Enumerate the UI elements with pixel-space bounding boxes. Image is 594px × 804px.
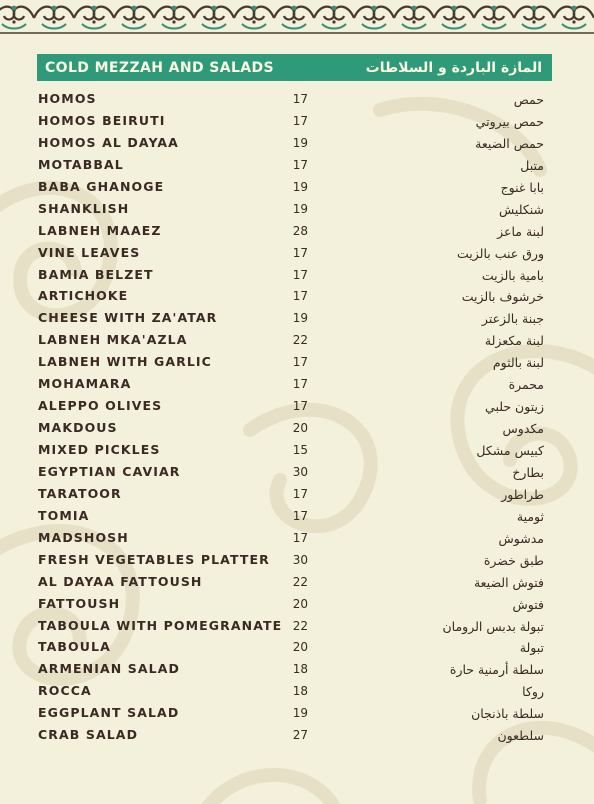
menu-item-price: 17 bbox=[292, 377, 308, 392]
menu-item-name-ar: ثومية bbox=[516, 508, 544, 524]
menu-item-list bbox=[38, 89, 554, 747]
menu-item-name-en: SHANKLISH bbox=[38, 200, 130, 216]
menu-item-name-ar: ورق عنب بالزيت bbox=[457, 245, 544, 261]
menu-item-name-ar: بطارخ bbox=[512, 464, 544, 480]
menu-item-price: 20 bbox=[292, 640, 308, 655]
menu-item bbox=[38, 243, 554, 265]
menu-item-name-en: TARATOOR bbox=[38, 485, 122, 501]
menu-item bbox=[38, 199, 554, 221]
menu-item-name-en: MADSHOSH bbox=[38, 529, 129, 545]
menu-item-name-ar: زيتون حلبي bbox=[485, 399, 544, 415]
menu-item-name-ar: شنكليش bbox=[499, 201, 544, 217]
menu-item-price: 20 bbox=[292, 421, 308, 436]
menu-item-name-en: BABA GHANOGE bbox=[38, 178, 165, 194]
menu-item-name-en: EGYPTIAN CAVIAR bbox=[38, 463, 181, 479]
menu-item bbox=[38, 703, 554, 725]
menu-item bbox=[38, 659, 554, 681]
menu-item-name-ar: بامية بالزيت bbox=[481, 267, 544, 283]
menu-item bbox=[38, 177, 554, 199]
menu-item-price: 22 bbox=[292, 618, 308, 633]
menu-item-price: 30 bbox=[292, 464, 308, 479]
menu-item-name-ar: سلطة باذنجان bbox=[471, 706, 544, 722]
menu-item-name-en: MOTABBAL bbox=[38, 156, 124, 172]
menu-item-name-en: MIXED PICKLES bbox=[38, 442, 161, 457]
menu-item-price: 17 bbox=[292, 289, 308, 304]
menu-item-name-en: HOMOS AL DAYAA bbox=[38, 134, 179, 150]
menu-item-name-en: MOHAMARA bbox=[38, 376, 132, 392]
menu-item-price: 17 bbox=[292, 508, 308, 523]
menu-item-name-ar: بابا غنوج bbox=[500, 179, 544, 195]
menu-item-name-en: MAKDOUS bbox=[38, 420, 118, 436]
ornamental-border bbox=[0, 0, 594, 36]
menu-item-name-en: ARMENIAN SALAD bbox=[38, 661, 180, 677]
menu-item bbox=[38, 616, 554, 638]
menu-item bbox=[38, 286, 554, 308]
menu-item-name-ar: طراطور bbox=[501, 486, 544, 502]
menu-item bbox=[38, 352, 554, 374]
menu-item-name-ar: لبنة بالثوم bbox=[492, 355, 544, 371]
menu-item-name-en: ROCCA bbox=[38, 683, 92, 699]
menu-item bbox=[38, 681, 554, 703]
menu-item bbox=[38, 506, 554, 528]
menu-item-price: 19 bbox=[292, 135, 308, 150]
menu-item-name-en: CRAB SALAD bbox=[38, 727, 139, 743]
menu-item-price: 15 bbox=[292, 443, 308, 457]
menu-item-name-ar: خرشوف بالزيت bbox=[461, 289, 544, 305]
menu-item-price: 19 bbox=[292, 179, 308, 194]
menu-item-name-en: LABNEH WITH GARLIC bbox=[38, 354, 212, 370]
menu-item bbox=[38, 374, 554, 396]
menu-item-name-ar: حمص الضيعة bbox=[475, 135, 544, 151]
menu-item bbox=[38, 637, 554, 659]
menu-item-name-ar: حمص bbox=[513, 92, 544, 107]
menu-item-name-ar: طبق خضرة bbox=[483, 552, 544, 568]
menu-item-price: 22 bbox=[292, 574, 308, 589]
section-header bbox=[37, 54, 552, 81]
menu-item bbox=[38, 221, 554, 243]
menu-item-price: 19 bbox=[292, 201, 308, 216]
menu-item-name-ar: حمص بيروتي bbox=[475, 113, 544, 129]
menu-item-name-en: LABNEH MKA'AZLA bbox=[38, 332, 188, 348]
menu-item bbox=[38, 155, 554, 177]
menu-item-price: 17 bbox=[292, 399, 308, 414]
menu-item bbox=[38, 594, 554, 616]
menu-item-name-en: TOMIA bbox=[38, 507, 90, 523]
menu-item-name-en: HOMOS bbox=[38, 91, 97, 106]
menu-item-price: 17 bbox=[292, 157, 308, 172]
menu-item bbox=[38, 550, 554, 572]
menu-item-price: 28 bbox=[292, 223, 308, 238]
menu-item-name-ar: تبولة bbox=[519, 640, 544, 656]
menu-item-name-en: VINE LEAVES bbox=[38, 244, 141, 260]
section-title-en: COLD MEZZAH AND SALADS bbox=[45, 59, 275, 76]
menu-item-price: 17 bbox=[292, 486, 308, 501]
menu-item bbox=[38, 396, 554, 418]
menu-item-price: 18 bbox=[292, 662, 308, 677]
menu-item-name-ar: محمرة bbox=[508, 377, 544, 393]
menu-item bbox=[38, 330, 554, 352]
menu-item bbox=[38, 572, 554, 594]
menu-item-price: 17 bbox=[292, 245, 308, 260]
menu-item bbox=[38, 725, 554, 747]
menu-item bbox=[38, 440, 554, 462]
menu-item-name-en: EGGPLANT SALAD bbox=[38, 705, 180, 721]
menu-item-name-ar: مكدوس bbox=[502, 421, 544, 437]
menu-item-price: 30 bbox=[292, 552, 308, 567]
menu-item-name-ar: لبنة مكعزلة bbox=[484, 333, 544, 349]
menu-item bbox=[38, 308, 554, 330]
menu-item-name-ar: فتوش bbox=[512, 596, 544, 612]
menu-item-price: 19 bbox=[292, 311, 308, 326]
menu-item-price: 22 bbox=[292, 333, 308, 348]
menu-item-price: 19 bbox=[292, 706, 308, 721]
menu-item-name-ar: جبنة بالزعتر bbox=[481, 311, 544, 327]
menu-item-name-en: FRESH VEGETABLES PLATTER bbox=[38, 551, 270, 567]
menu-item-price: 20 bbox=[292, 596, 308, 611]
menu-item bbox=[38, 528, 554, 550]
menu-item-name-ar: سلطعون bbox=[497, 728, 544, 744]
menu-item-price: 17 bbox=[292, 267, 308, 282]
menu-item-name-en: BAMIA BELZET bbox=[38, 266, 154, 282]
menu-item-name-ar: تبولة بدبس الرومان bbox=[442, 618, 544, 634]
menu-item-name-ar: سلطة أرمنية حارة bbox=[449, 662, 544, 678]
menu-item bbox=[38, 265, 554, 287]
menu-item-price: 27 bbox=[292, 728, 308, 743]
menu-item-price: 17 bbox=[292, 113, 308, 128]
menu-item-price: 17 bbox=[292, 355, 308, 370]
menu-item-name-en: TABOULA WITH POMEGRANATE bbox=[38, 617, 283, 633]
menu-item-name-en: HOMOS BEIRUTI bbox=[38, 112, 166, 128]
menu-item bbox=[38, 484, 554, 506]
menu-item-name-ar: مدشوش bbox=[498, 530, 544, 546]
menu-item bbox=[38, 133, 554, 155]
menu-item-name-en: LABNEH MAAEZ bbox=[38, 222, 162, 238]
menu-item bbox=[38, 462, 554, 484]
menu-item-name-en: CHEESE WITH ZA'ATAR bbox=[38, 310, 218, 326]
menu-item-name-ar: فتوش الضيعة bbox=[473, 574, 544, 590]
menu-item-price: 17 bbox=[292, 92, 308, 106]
menu-item-name-ar: روكا bbox=[522, 684, 544, 700]
menu-item-name-en: AL DAYAA FATTOUSH bbox=[38, 573, 203, 589]
section-title-ar: المازة الباردة و السلاطات bbox=[365, 59, 542, 76]
menu-item bbox=[38, 89, 554, 111]
menu-item-name-ar: متبل bbox=[520, 157, 544, 173]
menu-item-price: 17 bbox=[292, 530, 308, 545]
menu-item-name-ar: كبيس مشكل bbox=[476, 443, 544, 458]
menu-item-name-en: ARTICHOKE bbox=[38, 288, 129, 304]
menu-item bbox=[38, 418, 554, 440]
menu-item-name-en: FATTOUSH bbox=[38, 595, 121, 611]
menu-item-name-en: ALEPPO OLIVES bbox=[38, 398, 163, 414]
menu-item-price: 18 bbox=[292, 684, 308, 699]
menu-item-name-ar: لبنة ماعز bbox=[497, 223, 544, 239]
menu-item bbox=[38, 111, 554, 133]
menu-item-name-en: TABOULA bbox=[38, 639, 111, 655]
